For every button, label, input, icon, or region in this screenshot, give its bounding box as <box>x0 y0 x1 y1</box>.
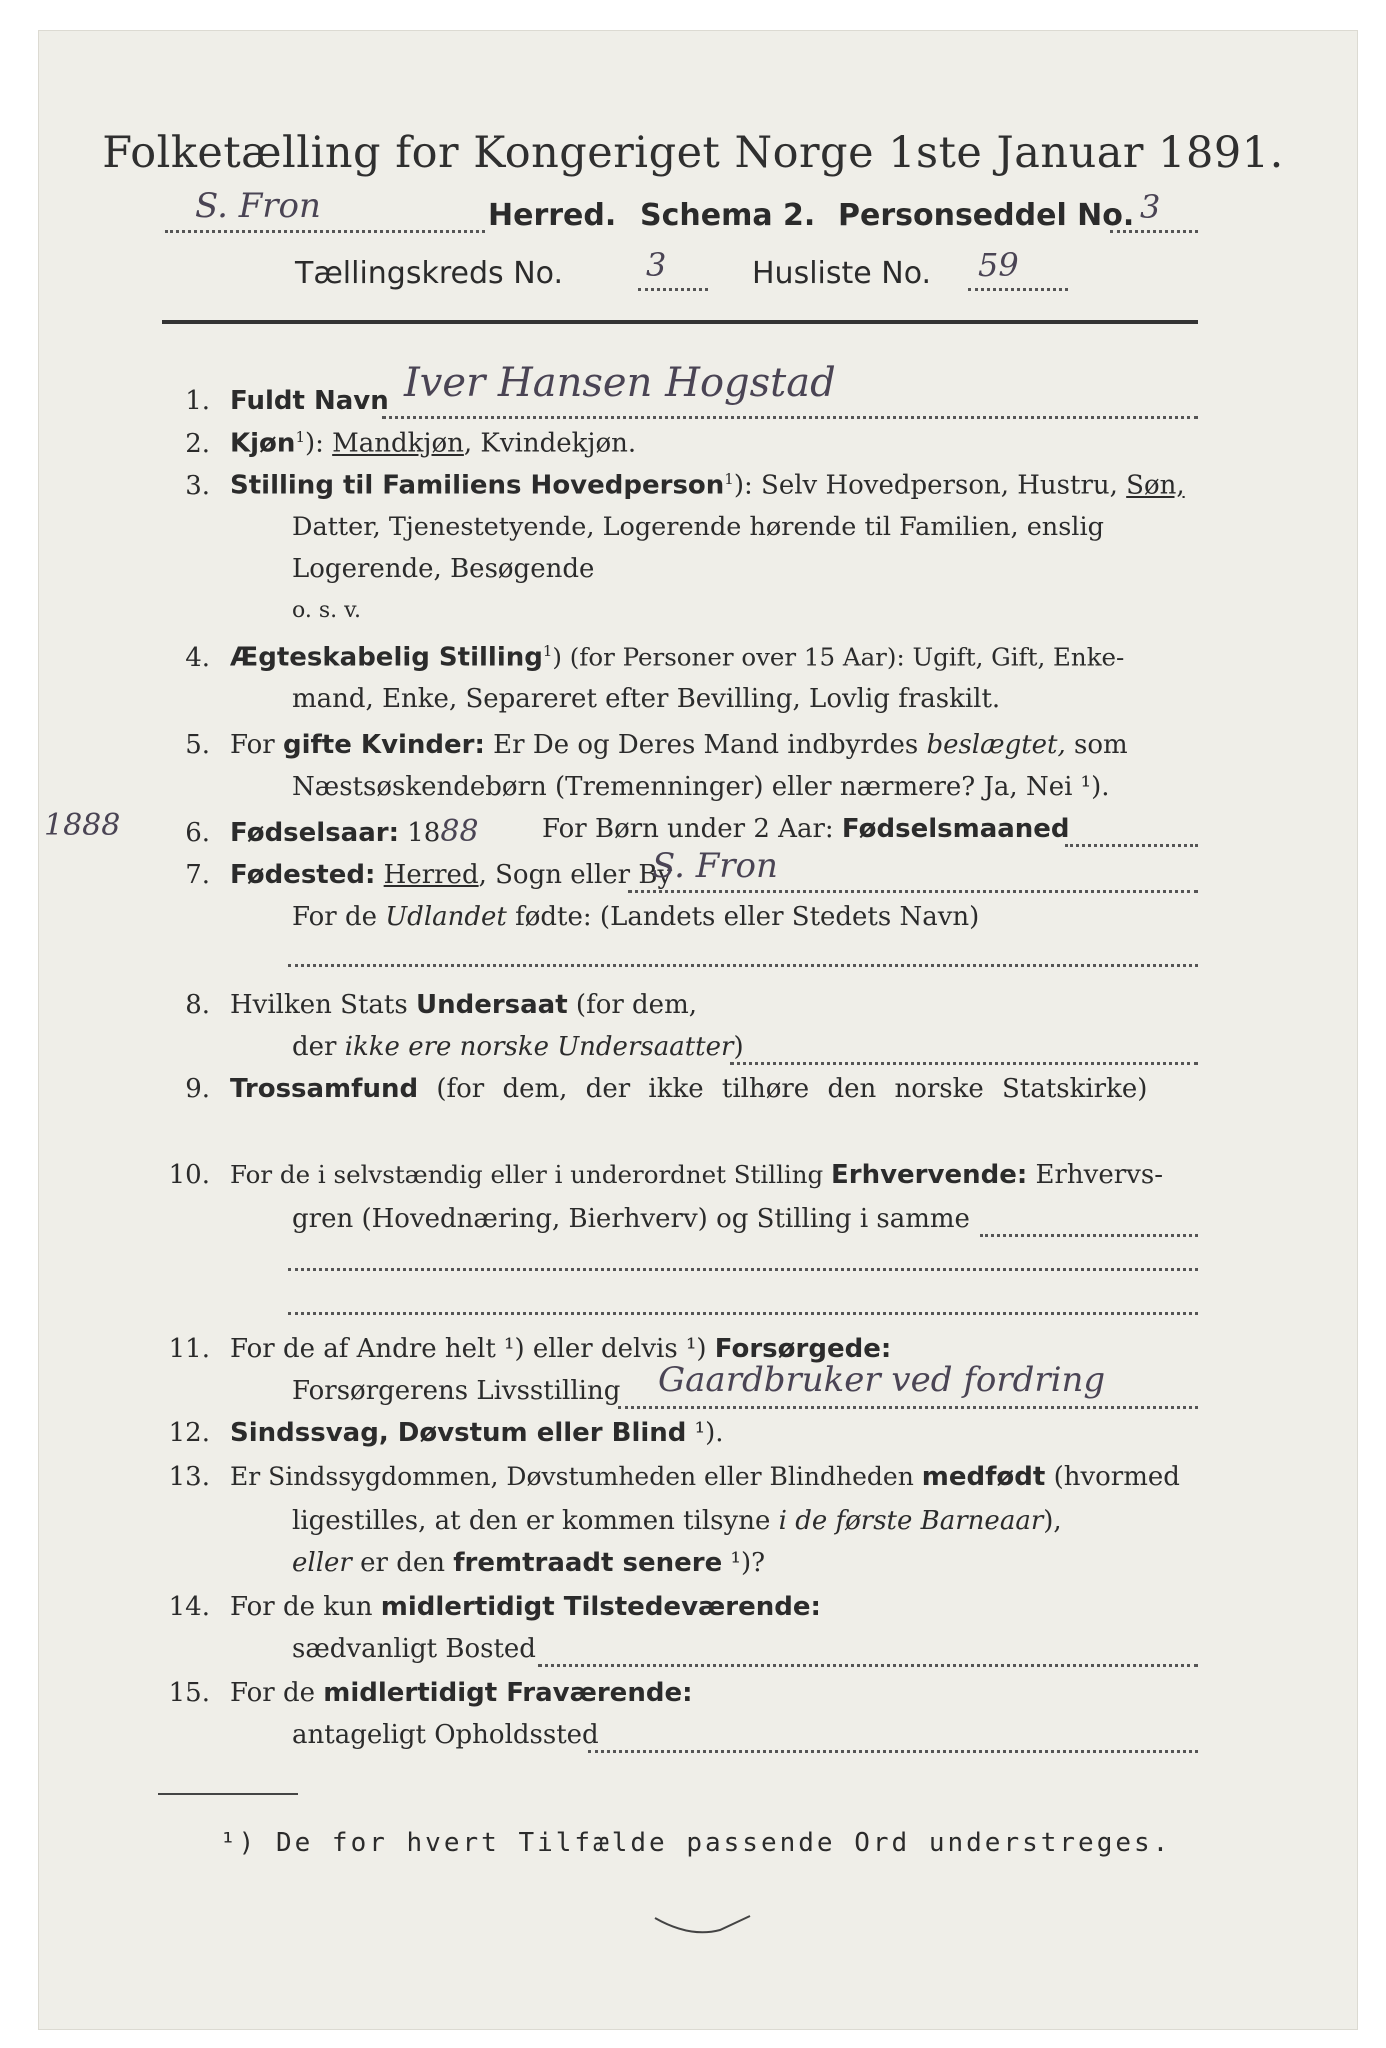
occupation-field-1[interactable] <box>980 1206 1198 1237</box>
question-4: 4. Ægteskabelig Stilling$^1$) (for Personer over 15 Aar): Ugift, Gift, Enke- <box>185 642 1125 673</box>
husliste-value: 59 <box>978 246 1019 284</box>
question-13: 13. Er Sindssygdommen, Døvstumheden eller Blindheden medfødt (hvormed <box>168 1462 1180 1492</box>
form-title: Folketælling for Kongeriget Norge 1ste Januar 1891. <box>102 128 1284 178</box>
relation-son[interactable]: Søn, <box>1126 470 1185 501</box>
q11-line-2: Forsørgerens Livsstilling <box>292 1376 621 1406</box>
question-12: 12. Sindssvag, Døvstum eller Blind ¹). <box>168 1418 724 1448</box>
husliste-label: Husliste No. <box>752 256 932 291</box>
occupation-field-2[interactable] <box>288 1248 1198 1271</box>
margin-note-1888: 1888 <box>44 808 121 843</box>
q13-line-3: eller er den fremtraadt senere ¹)? <box>292 1548 766 1578</box>
question-3: 3. Stilling til Familiens Hovedperson$^1$): Selv Hovedperson, Hustru, Søn, <box>185 470 1185 501</box>
taellingskreds-label: Tællingskreds No. <box>295 256 563 291</box>
question-6: 6. Fødselsaar: 1888 <box>185 814 479 849</box>
q5-line-2: Næstsøskendebørn (Tremenninger) eller nærmere? Ja, Nei ¹). <box>292 772 1110 802</box>
birth-year-value[interactable]: 88 <box>440 814 479 849</box>
q8-line-2: der ikke ere norske Undersaatter) <box>292 1032 744 1062</box>
personseddel-label: Personseddel No. <box>838 198 1135 233</box>
header-divider <box>162 320 1198 324</box>
q3-line-3: Logerende, Besøgende <box>292 554 595 584</box>
occupation-field-3[interactable] <box>288 1292 1198 1315</box>
herred-value: S. Fron <box>195 186 321 226</box>
footnote: ¹) De for hvert Tilfælde passende Ord understreges. <box>220 1828 1172 1858</box>
question-11: 11. For de af Andre helt ¹) eller delvis ¹) Forsørgede: <box>168 1334 892 1364</box>
temporary-residence-field[interactable] <box>588 1722 1198 1753</box>
herred-label: Herred. <box>488 198 617 233</box>
q6-infant-label: For Børn under 2 Aar: Fødselsmaaned <box>542 814 1070 844</box>
personseddel-value: 3 <box>1140 188 1161 226</box>
herred-field[interactable] <box>165 186 485 233</box>
question-10: 10. For de i selvstændig eller i underordnet Stilling Erhvervende: Erhvervs- <box>168 1160 1163 1190</box>
q15-line-2: antageligt Opholdssted <box>292 1720 599 1750</box>
q3-line-4: o. s. v. <box>292 598 361 623</box>
birthplace-value: S. Fron <box>652 846 778 886</box>
birth-month-field[interactable] <box>1065 816 1198 847</box>
question-8: 8. Hvilken Stats Undersaat (for dem, <box>185 990 697 1020</box>
birthplace-herred[interactable]: Herred <box>383 860 479 890</box>
question-9: 9. Trossamfund (for dem, der ikke tilhøre den norske Statskirke) <box>185 1074 1148 1104</box>
sex-mandkjon[interactable]: Mandkjøn <box>332 428 464 459</box>
taellingskreds-field[interactable] <box>638 246 708 291</box>
foreign-birthplace-field[interactable] <box>288 940 1198 967</box>
pen-mark <box>650 1910 760 1950</box>
usual-residence-field[interactable] <box>538 1636 1198 1667</box>
personseddel-field[interactable] <box>1110 188 1198 233</box>
q10-line-2: gren (Hovednæring, Bierhverv) og Stilling i samme <box>292 1204 970 1234</box>
q7-line-2: For de Udlandet fødte: (Landets eller Stedets Navn) <box>292 902 980 932</box>
q4-line-2: mand, Enke, Separeret efter Bevilling, Lovlig fraskilt. <box>292 684 1001 714</box>
q13-line-2: ligestilles, at den er kommen tilsyne i de første Barneaar), <box>292 1506 1062 1536</box>
question-14: 14. For de kun midlertidigt Tilstedeværende: <box>168 1592 821 1622</box>
husliste-field[interactable] <box>968 246 1068 291</box>
q3-line-2: Datter, Tjenestetyende, Logerende hørende til Familien, enslig <box>292 512 1104 542</box>
q1-label: Fuldt Navn <box>230 386 389 416</box>
question-1: 1. Fuldt Navn <box>185 386 389 416</box>
religion-field[interactable] <box>288 1118 1198 1141</box>
citizenship-field[interactable] <box>730 1034 1198 1065</box>
provider-occupation-field[interactable] <box>618 1360 1198 1409</box>
q14-line-2: sædvanligt Bosted <box>292 1634 536 1664</box>
provider-occupation-value: Gaardbruker ved fordring <box>658 1360 1106 1400</box>
question-5: 5. For gifte Kvinder: Er De og Deres Mand indbyrdes beslægtet, som <box>185 730 1128 760</box>
question-2: 2. Kjøn$^1$): Mandkjøn, Kvindekjøn. <box>185 428 637 459</box>
birthplace-field[interactable] <box>628 846 1198 893</box>
full-name-value: Iver Hansen Hogstad <box>404 360 836 406</box>
taellingskreds-value: 3 <box>646 246 667 284</box>
question-7: 7. Fødested: Herred, Sogn eller By <box>185 860 673 890</box>
footnote-divider <box>158 1793 298 1795</box>
full-name-field[interactable] <box>382 360 1198 419</box>
question-15: 15. For de midlertidigt Fraværende: <box>168 1678 693 1708</box>
schema-label: Schema 2. <box>640 198 816 233</box>
